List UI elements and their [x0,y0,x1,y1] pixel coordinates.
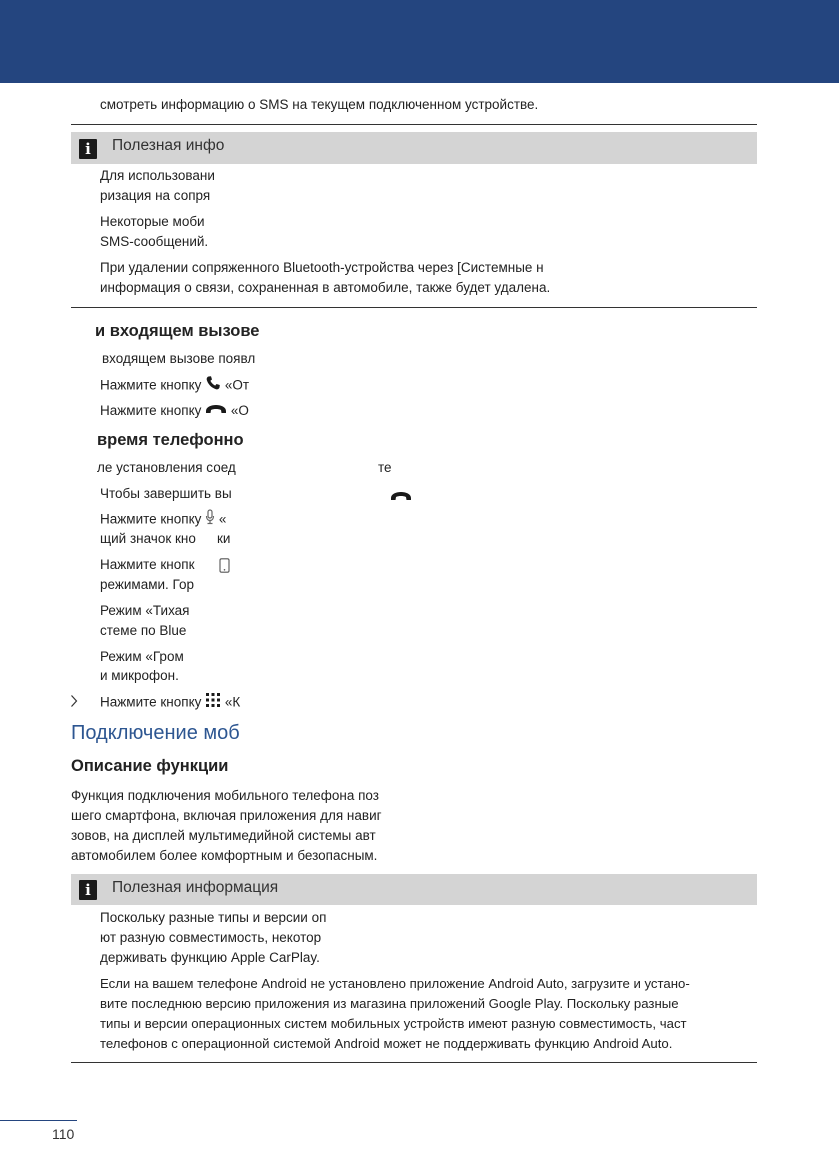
divider [71,1062,757,1063]
info-bar [71,132,757,164]
info-text: ризация на сопря [100,188,211,203]
list-item-text: Нажмите кнопку [100,694,202,710]
info-bar [71,874,757,905]
footer-line [0,1120,77,1121]
info-text: Если на вашем телефоне Android не установлено приложение Android Auto, загрузите и устано- [100,976,690,991]
section-heading: и входящем вызове [95,322,260,340]
phone-accept-icon [205,375,221,397]
chevron-right-icon [70,694,78,713]
list-item: Нажмите кнопк [100,557,195,572]
info-text: информация о связи, сохраненная в автомобиле, также будет удалена. [100,280,551,295]
body-text: шего смартфона, включая приложения для навиг [71,808,382,823]
info-text: Некоторые моби [100,214,205,229]
list-item-text: «О [230,403,249,418]
phone-end-icon [390,489,412,507]
body-text: входящем вызове появл [102,351,256,366]
list-item-text: «От [224,377,250,393]
header-bar [0,0,839,83]
divider [71,307,757,308]
keypad-icon [205,692,221,714]
list-item-text: стеме по Blue [100,623,187,638]
section-heading: время телефонно [97,431,244,449]
info-icon [79,139,97,159]
microphone-icon [205,509,215,531]
info-text: SMS-сообщений. [100,234,209,249]
top-text: смотреть информацию о SMS на текущем подключенном устройстве. [100,97,539,112]
list-item-text: Нажмите кнопку [100,377,202,393]
body-text: Функция подключения мобильного телефона поз [71,788,379,803]
list-item-text: « [218,511,227,527]
list-item-text: «К [224,694,241,710]
list-item: Чтобы завершить вы [100,486,232,501]
info-text: телефонов с операционной системой Android может не поддерживать функцию Android Auto. [100,1036,673,1051]
body-text: зовов, на дисплей мультимедийной системы авт [71,828,376,843]
list-item-text: режимами. Гор [100,577,194,592]
info-title: Полезная информация [112,879,279,896]
list-item [100,692,240,714]
info-icon [79,880,97,900]
info-text: вите последнюю версию приложения из магазина приложений Google Play. Поскольку разные [100,996,679,1011]
list-item-text: и микрофон. [100,668,179,683]
info-text: типы и версии операционных систем мобильных устройств имеют разную совместимость, част [100,1016,687,1031]
list-item-text: Нажмите кнопку [100,403,202,418]
info-text: держивать функцию Apple CarPlay. [100,950,320,965]
section-title: Подключение моб [71,722,240,744]
info-text: ют разную совместимость, некотор [100,930,322,945]
list-item-text: щий значок кно [100,531,196,546]
phone-reject-icon [205,401,227,421]
list-item [100,509,226,531]
info-title: Полезная инфо [112,137,225,154]
body-text: автомобилем более комфортным и безопасным. [71,848,378,863]
list-item [100,401,249,421]
list-item-text: Режим «Тихая [100,603,190,618]
info-text: Для использовани [100,168,215,183]
body-text: ле установления соед [97,460,236,475]
smartphone-icon [219,558,230,578]
subheading: Описание функции [71,757,229,775]
body-text: те [378,460,392,475]
info-text: Поскольку разные типы и версии оп [100,910,327,925]
list-item-text: Нажмите кнопку [100,511,202,527]
list-item-text: Режим «Гром [100,649,184,664]
list-item [100,375,249,397]
info-text: При удалении сопряженного Bluetooth-устройства через [Системные н [100,260,544,275]
list-item-text: ки [217,531,231,546]
page-number: 110 [52,1126,75,1142]
divider [71,124,757,125]
